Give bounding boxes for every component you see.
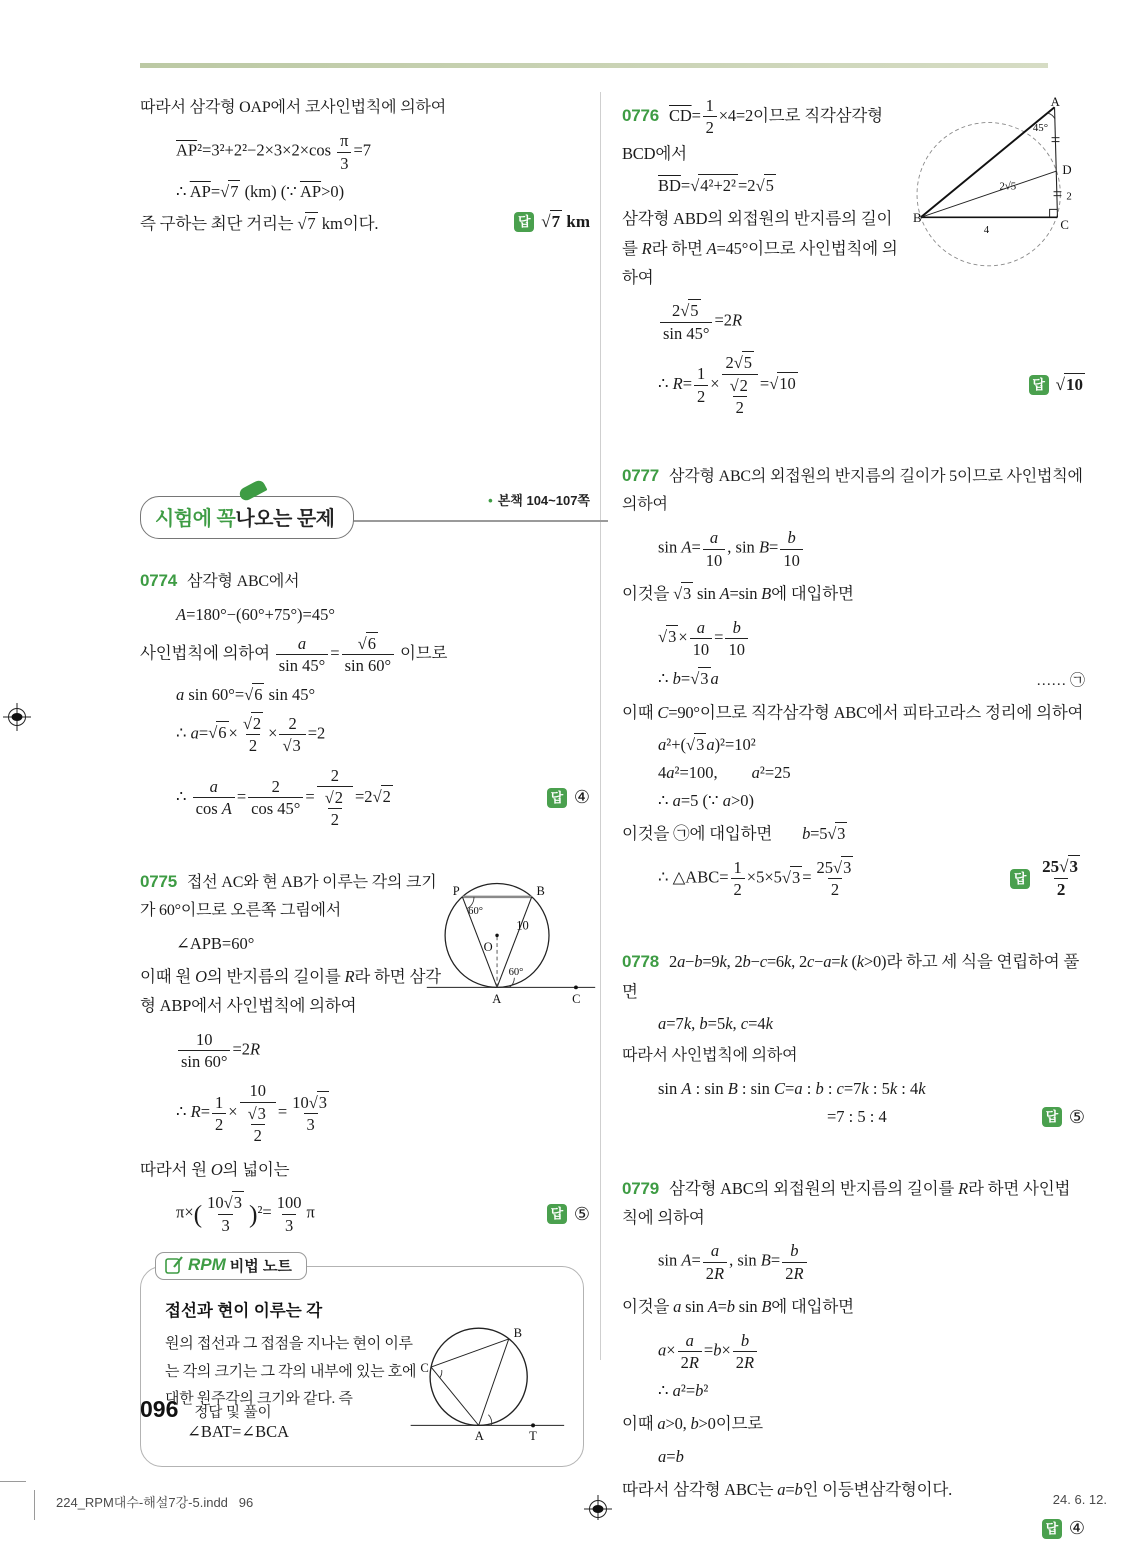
point-label: B <box>536 883 545 898</box>
solution-continuation <box>140 94 590 234</box>
answer-badge: 답 <box>1042 1519 1062 1539</box>
rpm-brand: RPM <box>188 1255 226 1275</box>
problem-head: 0774 삼각형 ABC에서 <box>140 571 300 591</box>
problem-number: 0774 <box>140 571 178 591</box>
answer-row <box>622 352 1085 418</box>
section-title-dark: 나오는 문제 <box>235 508 335 531</box>
solution-0777 <box>622 463 1085 902</box>
formula-line: ∴ a=√6 × $\frac{√2}{2}$ × $\frac{2}{√3}$ =2 <box>176 713 326 756</box>
rpm-note-tab <box>155 1252 307 1280</box>
length-label: 2 <box>1066 190 1072 203</box>
answer-badge: 답 <box>1042 1107 1062 1127</box>
answer-value: ⑤ <box>573 1203 590 1224</box>
formula-line: a sin 60°=√6 sin 45° <box>176 684 316 704</box>
answer-value: ④ <box>573 787 590 808</box>
formula-line: a=7k, b=5k, c=4k <box>658 1014 773 1034</box>
answer-badge: 답 <box>1010 869 1030 889</box>
text-line: 따라서 사인법칙에 의하여 <box>622 1047 798 1065</box>
answer-badge: 답 <box>1029 375 1049 395</box>
solution-0775 <box>140 869 590 1236</box>
point-label: O <box>483 939 493 954</box>
formula-line: ∠BAT=∠BCA <box>187 1422 290 1442</box>
answer-row <box>622 1518 1085 1539</box>
formula-line: π×( $\frac{10√3}{3}$ )²= $\frac{100}{3}$ π <box>176 1193 315 1235</box>
point-label: T <box>529 1428 537 1443</box>
text-line: 이것을 a sin A=b sin B에 대입하면 <box>622 1297 854 1317</box>
problem-number: 0777 <box>622 465 660 485</box>
answer-row <box>140 1192 590 1236</box>
point-label: A <box>492 991 502 1006</box>
column-left <box>140 0 590 1467</box>
formula-line: A=180°−(60°+75°)=45° <box>176 604 335 624</box>
column-right <box>622 0 1085 1547</box>
answer-row <box>140 210 590 234</box>
formula-line: ∴ $\frac{a}{\text{cos A}}$ = $\frac{2}{\cos 45^\circ}$ = $\frac{2}{\frac{√2}{2}}$ =2√2 <box>176 765 391 830</box>
rpm-note-box <box>140 1255 584 1467</box>
solution-0776 <box>622 95 1085 419</box>
formula-line: ∴ R= $\frac{1}{2}$ × $\frac{2√5}{\frac{√2}{2}}$ =√10 <box>658 353 796 418</box>
problem-number: 0775 <box>140 871 178 891</box>
formula-line: ∴ △ABC= $\frac{1}{2}$ ×5×5√3 = $\frac{25√3}{2}$ <box>658 857 852 900</box>
section-header-rule <box>348 520 608 522</box>
page-number: 096 <box>140 1396 179 1422</box>
formula-line: $\frac{2√5}{\sin 45^\circ}$ =2R <box>622 300 1085 344</box>
text-line: 따라서 삼각형 OAP에서 코사인법칙에 의하여 <box>140 99 446 116</box>
answer-value: ⑤ <box>1068 1106 1085 1127</box>
answer-row <box>622 1107 1085 1128</box>
point-label: A <box>474 1428 484 1443</box>
text-line: 이때 a>0, b>0이므로 <box>622 1414 763 1434</box>
problem-head: 0777 삼각형 ABC의 외접원의 반지름의 길이가 5이므로 사인법칙에 의하여 <box>622 465 1083 513</box>
point-label: A <box>1050 95 1060 110</box>
page-footer <box>140 1396 272 1423</box>
length-label: 4 <box>983 224 990 237</box>
text-line: 따라서 삼각형 ABC는 a=b인 이등변삼각형이다. <box>622 1479 953 1499</box>
answer-badge: 답 <box>514 212 534 232</box>
text-line: 이것을 √3 sin A=sin B에 대입하면 <box>622 584 854 604</box>
formula-line: ∴ b=√3 a <box>658 669 719 689</box>
text-line: 이때 원 O의 반지름의 길이를 R라 하면 삼각형 ABP에서 사인법칙에 의하여 <box>140 966 441 1016</box>
answer-value: ④ <box>1068 1518 1085 1539</box>
print-date: 24. 6. 12. <box>1052 1492 1107 1507</box>
point-label: C <box>572 991 581 1006</box>
solution-0779 <box>622 1174 1085 1540</box>
formula-line: √3 × $\frac{a}{10}$ = $\frac{b}{10}$ <box>622 617 1085 661</box>
length-label: 2√5 <box>999 180 1017 193</box>
angle-label: 60° <box>468 906 483 918</box>
problem-head: 0775 접선 AC와 현 AB가 이루는 각의 크기가 60°이므로 오른쪽 그림에서 <box>140 871 437 920</box>
angle-label: 60° <box>508 966 524 978</box>
registration-mark-left <box>2 702 32 732</box>
answer-row <box>140 765 590 831</box>
footer-label: 정답 및 풀이 <box>194 1405 272 1421</box>
formula-line: a=b <box>658 1446 684 1466</box>
answer-value: $\frac{25√3}{2}$ <box>1037 856 1085 901</box>
point-label: B <box>513 1325 523 1340</box>
text-line: 이때 C=90°이므로 직각삼각형 ABC에서 피타고라스 정리에 의하여 <box>622 702 1084 722</box>
reference-mark: …… ㉠ <box>1036 672 1085 689</box>
formula-line: ∴ R= $\frac{1}{2}$ × $\frac{10}{\frac{√3}{2}}$ = $\frac{10√3}{3}$ <box>176 1081 328 1146</box>
formula-line: ∴ $\overline{AP}=√7$ (km) (∵ $\overline{AP}>0$) <box>176 182 345 202</box>
formula-line: ∴ a²=b² <box>658 1381 709 1401</box>
leaf-icon <box>238 479 268 503</box>
crop-mark-h <box>0 1481 26 1482</box>
formula-line: ∠APB=60° <box>176 933 255 953</box>
solution-0774 <box>140 568 590 831</box>
formula-line: 4a²=100, a²=25 <box>658 762 791 782</box>
formula-line: 사인법칙에 의하여 $\frac{a}{\sin 45^\circ}$ = $\frac{√6}{\sin 60^\circ}$ 이므로 <box>140 633 448 676</box>
formula-line: sin A= $\frac{a}{2R}$ , sin B= $\frac{b}{2R}$ <box>622 1240 1085 1284</box>
formula-line: ∴ a=5 (∵ a>0) <box>658 790 754 810</box>
point-label: D <box>1062 163 1072 178</box>
pencil-note-icon <box>164 1255 184 1275</box>
column-divider <box>600 92 601 1360</box>
problem-head: 0778 2a−b=9k, 2b−c=6k, 2c−a=k (k>0)라 하고 세 식을 연립하여 풀면 <box>622 952 1080 1001</box>
formula-line: $\frac{10}{\sin 60^\circ}$ =2R <box>140 1029 590 1073</box>
problem-number: 0776 <box>622 105 660 125</box>
solution-0778 <box>622 947 1085 1127</box>
formula-line: a× $\frac{a}{2R}$ =b× $\frac{b}{2R}$ <box>622 1330 1085 1374</box>
problem-head: 0779 삼각형 ABC의 외접원의 반지름의 길이를 R라 하면 사인법칙에 의하여 <box>622 1178 1071 1227</box>
section-title-green: 시험에 꼭 <box>155 508 236 531</box>
rpm-label: 비법 노트 <box>229 1257 292 1275</box>
point-label: C <box>1060 218 1069 233</box>
text-line: 이것을 ㉠에 대입하면 b=5√3 <box>622 823 846 843</box>
answer-value: √10 <box>1055 375 1083 395</box>
formula-line: a²+(√3 a)²=10² <box>658 734 756 754</box>
answer-row <box>622 856 1085 901</box>
text-line: 삼각형 ABD의 외접원의 반지름의 길이를 R라 하면 A=45°이므로 사인법칙에 의하여 <box>622 209 898 287</box>
section-header-badge <box>140 496 354 539</box>
text-line: 따라서 원 O의 넓이는 <box>140 1159 290 1179</box>
answer-badge: 답 <box>547 1204 567 1224</box>
formula-line: =7 : 5 : 4 <box>827 1107 887 1127</box>
formula-line: sin A : sin B : sin C=a : b : c=7k : 5k : 4k <box>658 1078 926 1098</box>
length-label: 10 <box>516 918 529 933</box>
point-label: P <box>452 883 460 898</box>
formula-line: sin A= $\frac{a}{10}$ , sin B= $\frac{b}{10}$ <box>622 527 1085 571</box>
answer-badge: 답 <box>547 788 567 808</box>
registration-mark-bottom <box>583 1494 613 1520</box>
answer-value: √7 km <box>541 212 590 232</box>
circle-diagram-0775 <box>422 871 600 1021</box>
section-header <box>140 493 590 540</box>
formula-line: $\overline{AP}^2=3^2+2^2-2\times 3\times 2\times\cos$ $\frac{\pi}{3}$ =7 <box>176 131 372 173</box>
formula-line: $\overline{BD}=√4^2+2^2 =2√5$ <box>658 176 774 196</box>
triangle-diagram-0776 <box>913 97 1085 255</box>
problem-number: 0779 <box>622 1178 660 1198</box>
section-ref: • 본책 104~107쪽 <box>488 493 590 509</box>
problem-head: 0776 $\overline{CD}=$ $\frac{1}{2}$ ×4=2이므로 직각삼각형 BCD에서 <box>622 96 883 163</box>
crop-mark-v <box>34 1490 35 1520</box>
circle-diagram-rpm <box>399 1321 569 1453</box>
rpm-note-title: 접선과 현이 이루는 각 <box>165 1301 323 1320</box>
angle-label: 45° <box>1032 121 1049 134</box>
bullet-icon: • <box>488 493 493 509</box>
print-filename: 224_RPM대수-해설7강-5.indd 96 <box>56 1495 254 1510</box>
formula-row <box>622 669 1085 690</box>
point-label: C <box>420 1360 429 1375</box>
formula-line: 즉 구하는 최단 거리는 √7 km이다. <box>140 214 379 234</box>
problem-number: 0778 <box>622 952 660 972</box>
point-label: B <box>913 211 922 226</box>
rpm-note-body: 원의 접선과 그 접점을 지나는 현이 이루는 각의 크기는 그 각의 내부에 있는 호에 대한 원주각의 크기와 같다. 즉 <box>165 1335 417 1408</box>
